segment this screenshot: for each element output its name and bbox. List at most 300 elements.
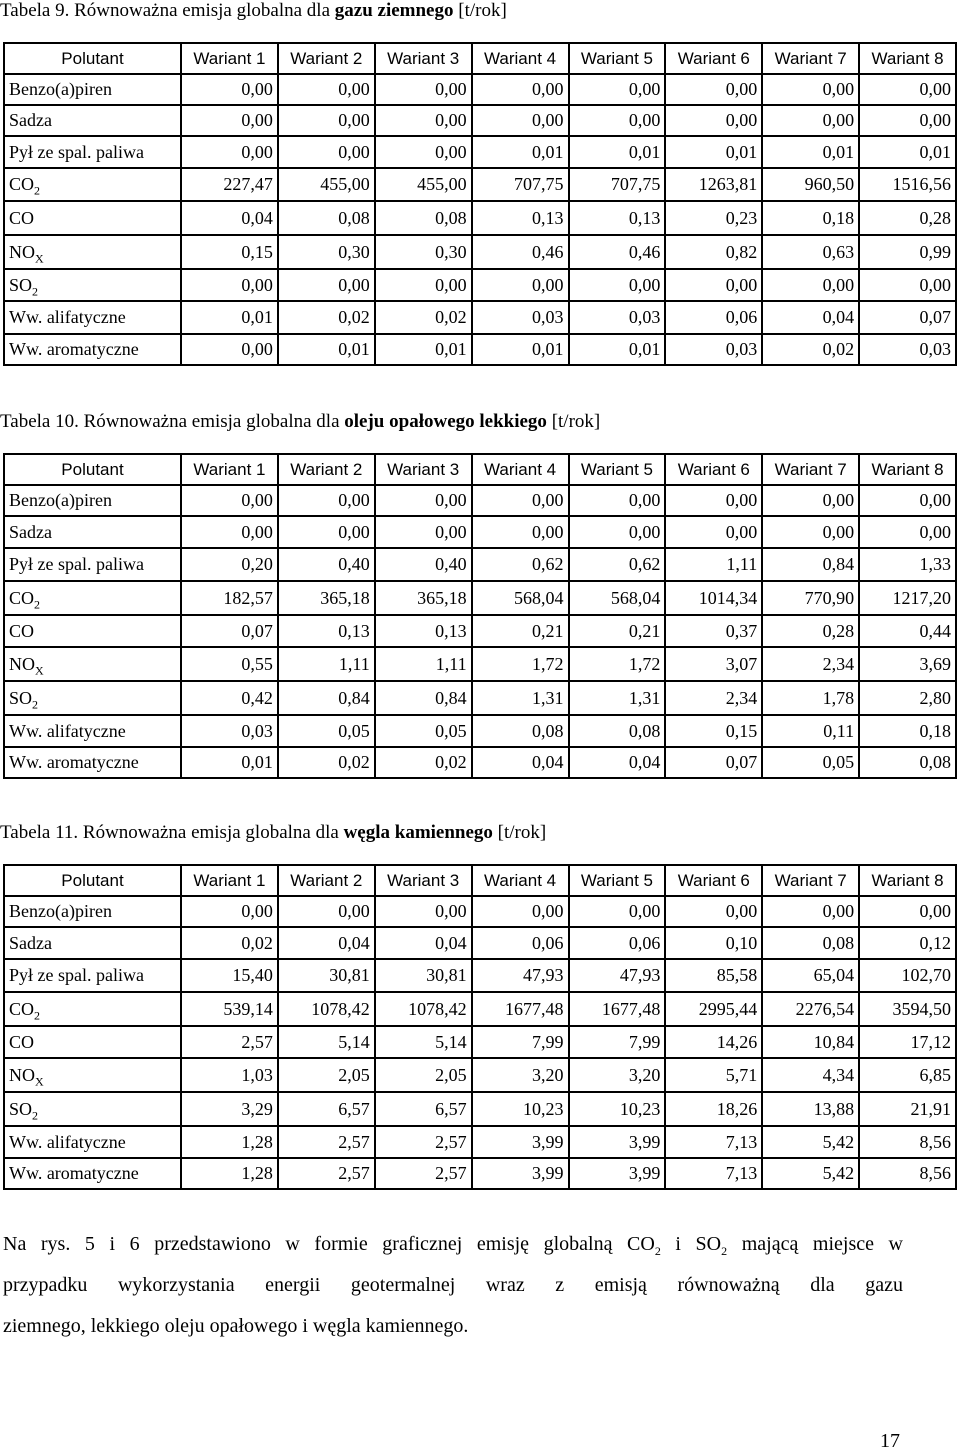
table-row — [4, 548, 956, 581]
table-cell: 0,00 — [569, 74, 666, 105]
table-cell: 0,30 — [375, 235, 472, 269]
table-cell: 2,57 — [278, 1126, 375, 1158]
table-cell: 3,99 — [569, 1158, 666, 1189]
table-cell: 0,00 — [375, 516, 472, 548]
table-cell: 2276,54 — [762, 992, 859, 1026]
pollutant-label: $NO_X$ — [4, 235, 181, 269]
page-number: 17 — [880, 1430, 900, 1452]
table-cell: 0,00 — [278, 105, 375, 136]
table-cell: 0,04 — [762, 301, 859, 334]
table-cell: 18,26 — [665, 1092, 762, 1126]
pollutant-label: Ww. alifatyczne — [4, 1126, 181, 1158]
table-cell: 6,57 — [278, 1092, 375, 1126]
table-cell: 7,99 — [472, 1026, 569, 1058]
table-cell: 0,01 — [859, 136, 956, 168]
table-header-row — [4, 454, 956, 485]
table-cell: 0,44 — [859, 615, 956, 647]
table-cell: 47,93 — [472, 959, 569, 992]
table-cell: 3,99 — [472, 1126, 569, 1158]
table-cell: 0,00 — [762, 74, 859, 105]
table-cell: 0,01 — [472, 136, 569, 168]
table-cell: 0,04 — [375, 927, 472, 959]
table-cell: 5,14 — [375, 1026, 472, 1058]
table-row — [4, 896, 956, 927]
table-cell: 0,08 — [859, 747, 956, 778]
table-cell: 0,84 — [278, 681, 375, 715]
table-cell: 0,00 — [762, 269, 859, 301]
table-cell: 0,05 — [278, 715, 375, 747]
table-row — [4, 615, 956, 647]
table-cell: 0,00 — [569, 485, 666, 516]
column-header-variant: Wariant 1 — [181, 454, 278, 485]
table-cell: 1,28 — [181, 1126, 278, 1158]
table-cell: 0,02 — [278, 747, 375, 778]
table-cell: 1014,34 — [665, 581, 762, 615]
pollutant-label: $NO_X$ — [4, 1058, 181, 1092]
table-cell: 0,04 — [569, 747, 666, 778]
table-cell: 0,06 — [472, 927, 569, 959]
pollutant-label: CO — [4, 615, 181, 647]
table-cell: 707,75 — [569, 168, 666, 201]
table-cell: 1,72 — [569, 647, 666, 681]
pollutant-label: Sadza — [4, 516, 181, 548]
table-cell: 0,00 — [859, 105, 956, 136]
table-cell: 1078,42 — [278, 992, 375, 1026]
pollutant-label: $SO_2$ — [4, 1092, 181, 1126]
table-cell: 0,00 — [375, 896, 472, 927]
table-cell: 0,03 — [181, 715, 278, 747]
table-cell: 455,00 — [278, 168, 375, 201]
column-header-variant: Wariant 2 — [278, 43, 375, 74]
table-cell: 0,00 — [472, 105, 569, 136]
pollutant-label: Pył ze spal. paliwa — [4, 959, 181, 992]
table-cell: 707,75 — [472, 168, 569, 201]
table-caption: Tabela 9. Równoważna emisja globalna dla gazu ziemnego [t/rok] — [0, 0, 507, 21]
table-cell: 1,28 — [181, 1158, 278, 1189]
table-cell: 0,01 — [762, 136, 859, 168]
table-cell: 1217,20 — [859, 581, 956, 615]
paragraph-line: Na rys. 5 i 6 przedstawiono w formie graficznej emisję globalną $CO_2$ i $SO_2$ mającą miejsce w — [3, 1233, 903, 1258]
table-row — [4, 136, 956, 168]
table-cell: 10,84 — [762, 1026, 859, 1058]
table-cell: 0,00 — [472, 269, 569, 301]
table-cell: 0,00 — [278, 269, 375, 301]
table-cell: 8,56 — [859, 1158, 956, 1189]
table-cell: 0,84 — [375, 681, 472, 715]
table-cell: 0,00 — [859, 896, 956, 927]
table-row — [4, 747, 956, 778]
table-cell: 5,71 — [665, 1058, 762, 1092]
column-header-variant: Wariant 4 — [472, 865, 569, 896]
table-cell: 182,57 — [181, 581, 278, 615]
pollutant-label: $NO_X$ — [4, 647, 181, 681]
table-cell: 0,00 — [375, 74, 472, 105]
table-row — [4, 1158, 956, 1189]
table-cell: 0,02 — [278, 301, 375, 334]
pollutant-label: Benzo(a)piren — [4, 485, 181, 516]
table-cell: 1,78 — [762, 681, 859, 715]
table-cell: 1516,56 — [859, 168, 956, 201]
table-cell: 3,29 — [181, 1092, 278, 1126]
pollutant-label: CO — [4, 201, 181, 235]
table-caption: Tabela 10. Równoważna emisja globalna dla oleju opałowego lekkiego [t/rok] — [0, 411, 601, 432]
table-row — [4, 301, 956, 334]
paragraph-line: przypadku wykorzystania energii geotermalnej wraz z emisją równoważną dla gazu — [3, 1274, 903, 1296]
table-cell: 0,00 — [665, 485, 762, 516]
table-cell: 3,99 — [569, 1126, 666, 1158]
table-cell: 0,28 — [859, 201, 956, 235]
table-cell: 3594,50 — [859, 992, 956, 1026]
table-row — [4, 1092, 956, 1126]
table-cell: 0,46 — [472, 235, 569, 269]
pollutant-label: Pył ze spal. paliwa — [4, 548, 181, 581]
column-header-variant: Wariant 5 — [569, 43, 666, 74]
table-cell: 0,00 — [278, 74, 375, 105]
table-cell: 85,58 — [665, 959, 762, 992]
table-cell: 0,82 — [665, 235, 762, 269]
table-cell: 0,37 — [665, 615, 762, 647]
table-cell: 0,40 — [278, 548, 375, 581]
table-cell: 0,13 — [472, 201, 569, 235]
table-cell: 0,00 — [181, 105, 278, 136]
column-header-variant: Wariant 4 — [472, 43, 569, 74]
table-cell: 0,62 — [472, 548, 569, 581]
table-cell: 0,84 — [762, 548, 859, 581]
table-cell: 0,00 — [472, 74, 569, 105]
table-cell: 0,00 — [665, 105, 762, 136]
table-cell: 6,85 — [859, 1058, 956, 1092]
table-cell: 0,01 — [375, 334, 472, 365]
table-cell: 0,00 — [181, 74, 278, 105]
table-cell: 17,12 — [859, 1026, 956, 1058]
table-cell: 30,81 — [375, 959, 472, 992]
table-cell: 3,07 — [665, 647, 762, 681]
column-header-variant: Wariant 8 — [859, 865, 956, 896]
column-header-variant: Wariant 5 — [569, 865, 666, 896]
table-cell: 0,00 — [181, 516, 278, 548]
table-cell: 5,14 — [278, 1026, 375, 1058]
table-cell: 0,00 — [375, 136, 472, 168]
pollutant-label: Ww. alifatyczne — [4, 301, 181, 334]
pollutant-label: $SO_2$ — [4, 269, 181, 301]
pollutant-label: $CO_2$ — [4, 581, 181, 615]
column-header-variant: Wariant 5 — [569, 454, 666, 485]
table-cell: 0,01 — [569, 334, 666, 365]
table-cell: 0,13 — [375, 615, 472, 647]
table-cell: 0,08 — [375, 201, 472, 235]
column-header-variant: Wariant 1 — [181, 865, 278, 896]
pollutant-label: Ww. aromatyczne — [4, 747, 181, 778]
table-cell: 0,01 — [569, 136, 666, 168]
column-header-variant: Wariant 8 — [859, 43, 956, 74]
pollutant-label: Ww. alifatyczne — [4, 715, 181, 747]
table-cell: 4,34 — [762, 1058, 859, 1092]
pollutant-label: Benzo(a)piren — [4, 896, 181, 927]
table-cell: 21,91 — [859, 1092, 956, 1126]
table-cell: 1,33 — [859, 548, 956, 581]
pollutant-label: $CO_2$ — [4, 168, 181, 201]
table-cell: 455,00 — [375, 168, 472, 201]
table-cell: 0,00 — [375, 485, 472, 516]
table-cell: 0,03 — [472, 301, 569, 334]
table-cell: 7,13 — [665, 1126, 762, 1158]
table-cell: 0,00 — [859, 269, 956, 301]
table-cell: 0,12 — [859, 927, 956, 959]
column-header-variant: Wariant 3 — [375, 454, 472, 485]
table-row — [4, 1126, 956, 1158]
pollutant-label: $CO_2$ — [4, 992, 181, 1026]
column-header-variant: Wariant 1 — [181, 43, 278, 74]
table-cell: 2,57 — [375, 1158, 472, 1189]
table-row — [4, 992, 956, 1026]
table-cell: 8,56 — [859, 1126, 956, 1158]
table-caption: Tabela 11. Równoważna emisja globalna dla węgla kamiennego [t/rok] — [0, 822, 547, 843]
pollutant-label: Benzo(a)piren — [4, 74, 181, 105]
table-cell: 2,34 — [665, 681, 762, 715]
column-header-variant: Wariant 4 — [472, 454, 569, 485]
table-cell: 0,02 — [181, 927, 278, 959]
table-cell: 0,08 — [278, 201, 375, 235]
table-cell: 0,18 — [859, 715, 956, 747]
table-cell: 0,00 — [278, 136, 375, 168]
table-cell: 2,05 — [375, 1058, 472, 1092]
table-cell: 0,02 — [375, 747, 472, 778]
column-header-variant: Wariant 8 — [859, 454, 956, 485]
table-cell: 1,31 — [569, 681, 666, 715]
column-header-variant: Wariant 6 — [665, 454, 762, 485]
table-cell: 1677,48 — [472, 992, 569, 1026]
table-cell: 0,00 — [375, 269, 472, 301]
table-cell: 2,57 — [278, 1158, 375, 1189]
table-cell: 0,63 — [762, 235, 859, 269]
table-cell: 0,00 — [278, 896, 375, 927]
column-header-pollutant: Polutant — [4, 454, 181, 485]
emission-table-coal — [3, 864, 957, 1190]
table-cell: 0,10 — [665, 927, 762, 959]
table-cell: 365,18 — [375, 581, 472, 615]
table-row — [4, 715, 956, 747]
column-header-pollutant: Polutant — [4, 43, 181, 74]
table-cell: 2,57 — [181, 1026, 278, 1058]
table-cell: 0,15 — [665, 715, 762, 747]
table-row — [4, 269, 956, 301]
table-row — [4, 168, 956, 201]
table-cell: 10,23 — [472, 1092, 569, 1126]
table-cell: 0,01 — [278, 334, 375, 365]
table-row — [4, 959, 956, 992]
table-cell: 0,00 — [762, 896, 859, 927]
table-cell: 47,93 — [569, 959, 666, 992]
table-cell: 2,80 — [859, 681, 956, 715]
table-cell: 7,99 — [569, 1026, 666, 1058]
table-cell: 3,20 — [472, 1058, 569, 1092]
table-cell: 1,11 — [375, 647, 472, 681]
table-cell: 0,28 — [762, 615, 859, 647]
column-header-variant: Wariant 7 — [762, 865, 859, 896]
table-cell: 1263,81 — [665, 168, 762, 201]
pollutant-label: Pył ze spal. paliwa — [4, 136, 181, 168]
table-cell: 0,42 — [181, 681, 278, 715]
pollutant-label: $SO_2$ — [4, 681, 181, 715]
table-cell: 0,03 — [665, 334, 762, 365]
table-cell: 0,02 — [762, 334, 859, 365]
table-cell: 0,13 — [569, 201, 666, 235]
pollutant-label: Sadza — [4, 927, 181, 959]
table-cell: 0,00 — [762, 516, 859, 548]
table-row — [4, 647, 956, 681]
table-cell: 1,11 — [278, 647, 375, 681]
table-cell: 0,46 — [569, 235, 666, 269]
table-cell: 1,03 — [181, 1058, 278, 1092]
table-cell: 6,57 — [375, 1092, 472, 1126]
table-cell: 0,00 — [278, 485, 375, 516]
table-cell: 30,81 — [278, 959, 375, 992]
table-cell: 102,70 — [859, 959, 956, 992]
table-cell: 0,40 — [375, 548, 472, 581]
table-cell: 10,23 — [569, 1092, 666, 1126]
table-row — [4, 74, 956, 105]
table-cell: 0,30 — [278, 235, 375, 269]
table-row — [4, 1026, 956, 1058]
column-header-variant: Wariant 6 — [665, 43, 762, 74]
table-cell: 0,23 — [665, 201, 762, 235]
table-cell: 0,08 — [762, 927, 859, 959]
table-cell: 365,18 — [278, 581, 375, 615]
table-row — [4, 235, 956, 269]
table-cell: 0,03 — [859, 334, 956, 365]
summary-paragraph — [3, 1224, 903, 1347]
table-cell: 0,04 — [278, 927, 375, 959]
table-cell: 0,00 — [665, 516, 762, 548]
table-cell: 0,05 — [375, 715, 472, 747]
table-cell: 0,00 — [569, 516, 666, 548]
table-cell: 0,08 — [569, 715, 666, 747]
column-header-variant: Wariant 2 — [278, 454, 375, 485]
table-row — [4, 105, 956, 136]
table-cell: 770,90 — [762, 581, 859, 615]
table-cell: 0,00 — [665, 896, 762, 927]
pollutant-label: CO — [4, 1026, 181, 1058]
table-cell: 0,21 — [569, 615, 666, 647]
table-header-row — [4, 43, 956, 74]
table-cell: 2,34 — [762, 647, 859, 681]
table-cell: 0,05 — [762, 747, 859, 778]
table-cell: 0,62 — [569, 548, 666, 581]
emission-table-gas — [3, 42, 957, 366]
emission-table-oil — [3, 453, 957, 779]
table-cell: 0,00 — [569, 269, 666, 301]
paragraph-line: ziemnego, lekkiego oleju opałowego i węgla kamiennego. — [3, 1315, 469, 1337]
column-header-variant: Wariant 7 — [762, 454, 859, 485]
table-cell: 0,00 — [278, 516, 375, 548]
table-cell: 0,18 — [762, 201, 859, 235]
table-cell: 0,00 — [472, 485, 569, 516]
table-cell: 0,00 — [569, 896, 666, 927]
table-cell: 0,01 — [181, 747, 278, 778]
column-header-variant: Wariant 3 — [375, 865, 472, 896]
table-cell: 568,04 — [472, 581, 569, 615]
table-cell: 0,00 — [569, 105, 666, 136]
table-cell: 5,42 — [762, 1126, 859, 1158]
column-header-variant: Wariant 2 — [278, 865, 375, 896]
column-header-pollutant: Polutant — [4, 865, 181, 896]
column-header-variant: Wariant 7 — [762, 43, 859, 74]
table-cell: 0,01 — [665, 136, 762, 168]
pollutant-label: Ww. aromatyczne — [4, 334, 181, 365]
table-cell: 0,03 — [569, 301, 666, 334]
table-cell: 0,11 — [762, 715, 859, 747]
table-cell: 0,07 — [859, 301, 956, 334]
table-cell: 65,04 — [762, 959, 859, 992]
table-cell: 5,42 — [762, 1158, 859, 1189]
pollutant-label: Sadza — [4, 105, 181, 136]
table-cell: 0,00 — [472, 896, 569, 927]
table-cell: 0,08 — [472, 715, 569, 747]
table-cell: 0,06 — [665, 301, 762, 334]
table-cell: 0,07 — [181, 615, 278, 647]
table-cell: 0,15 — [181, 235, 278, 269]
table-row — [4, 516, 956, 548]
table-cell: 0,06 — [569, 927, 666, 959]
table-cell: 1677,48 — [569, 992, 666, 1026]
table-cell: 0,00 — [665, 74, 762, 105]
table-cell: 0,00 — [375, 105, 472, 136]
table-cell: 0,00 — [859, 516, 956, 548]
table-cell: 0,00 — [762, 105, 859, 136]
table-cell: 0,00 — [181, 896, 278, 927]
table-cell: 0,00 — [181, 485, 278, 516]
table-cell: 0,00 — [665, 269, 762, 301]
table-cell: 3,20 — [569, 1058, 666, 1092]
column-header-variant: Wariant 3 — [375, 43, 472, 74]
table-cell: 1,31 — [472, 681, 569, 715]
table-cell: 0,00 — [859, 485, 956, 516]
table-header-row — [4, 865, 956, 896]
table-cell: 539,14 — [181, 992, 278, 1026]
table-cell: 2,05 — [278, 1058, 375, 1092]
table-cell: 0,00 — [181, 334, 278, 365]
table-cell: 0,04 — [181, 201, 278, 235]
table-cell: 0,00 — [859, 74, 956, 105]
table-cell: 0,07 — [665, 747, 762, 778]
table-cell: 3,99 — [472, 1158, 569, 1189]
table-cell: 2995,44 — [665, 992, 762, 1026]
table-cell: 0,02 — [375, 301, 472, 334]
table-row — [4, 1058, 956, 1092]
column-header-variant: Wariant 6 — [665, 865, 762, 896]
table-cell: 15,40 — [181, 959, 278, 992]
table-row — [4, 681, 956, 715]
table-cell: 0,99 — [859, 235, 956, 269]
table-cell: 1,11 — [665, 548, 762, 581]
table-cell: 7,13 — [665, 1158, 762, 1189]
table-cell: 0,00 — [181, 269, 278, 301]
table-cell: 0,00 — [181, 136, 278, 168]
table-cell: 0,55 — [181, 647, 278, 681]
table-row — [4, 334, 956, 365]
table-cell: 0,00 — [472, 516, 569, 548]
table-cell: 1078,42 — [375, 992, 472, 1026]
table-cell: 14,26 — [665, 1026, 762, 1058]
table-cell: 0,01 — [472, 334, 569, 365]
table-cell: 1,72 — [472, 647, 569, 681]
table-cell: 960,50 — [762, 168, 859, 201]
table-cell: 0,01 — [181, 301, 278, 334]
table-cell: 13,88 — [762, 1092, 859, 1126]
table-row — [4, 927, 956, 959]
table-row — [4, 201, 956, 235]
table-cell: 0,20 — [181, 548, 278, 581]
